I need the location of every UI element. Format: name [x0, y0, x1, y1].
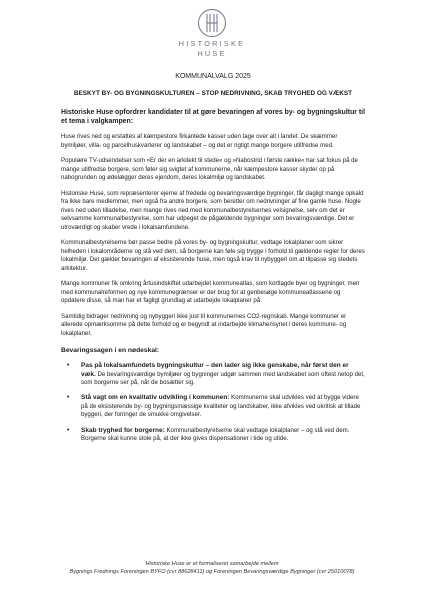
list-item: [61, 427, 365, 444]
footer-line1: Historiske Huse er et formaliseret samarbejde mellem: [145, 561, 279, 567]
logo-name-line1: HISTORISKE: [178, 39, 246, 48]
house-h-logo-icon: [197, 8, 227, 38]
bullet-icon: •: [67, 394, 70, 402]
bullet-bold-text: Stå vagt om en kvalitativ udvikling i kommunen:: [81, 394, 230, 402]
logo-name-line2: HUSE: [197, 49, 227, 58]
bullet-icon: •: [67, 426, 70, 434]
bullet-text: Kommunalbestyrelserne skal vedtage lokalplaner – og stå ved dem. Borgerne skal kunne stole på, at der ikke gives dispensationer i tide og utide.: [81, 426, 350, 443]
paragraph: Huse rives ned og erstattes af kæmpestore firkantede kasser uden tage over alt i landet. De skæmmer bymiljøer, villa- og parcelhuskvarterer og landskabet – og det er rigtigt mange borgere utilfredse med.: [61, 133, 338, 149]
bullet-text: De bevaringsværdige bymiljøer og bygninger udgør sammen med landskabet som oftest netop det, som borgerne ser på, når de bosætter sig.: [81, 370, 365, 386]
paragraph: Mange kommuner fik omkring årtusindskiftet udarbejdet kommuneatlas, som kortlagde byer og bygninger, men med kommunalreformen og nye kommunegrænser er der brug for at genbesøge kommuneatlassene og opdatere disse, så man har et fagligt grundlag at udarbejde lokalplaner på.: [61, 280, 360, 305]
historiske-huse-logo: [0, 8, 424, 58]
paragraph: Kommunalbestyrelserne bør passe bedre på vores by- og bygningskultur, vedtage lokalplaner som sikrer helheden i lokalområderne og stå ved dem, så borgerne kan føle sig trygge i forhold til gældende regler for deres lokalmiljø. Det gælder bevaringen af eksisterende huse, men også krav til nybyggeri om at tilpasse sig stedets arkitektur.: [61, 239, 365, 272]
list-item: [61, 394, 365, 419]
bullet-text: Kommunerne skal udvikles ved at bygge videre på de eksisterende by- og bygningsmæssige kvaliteter og landskaber, ikke afvikles ved ukritisk at tillade byggeri, der forringer de smukke omgivelser.: [81, 394, 361, 419]
bullet-icon: •: [67, 362, 70, 370]
list-item: [61, 362, 365, 387]
section-title: Bevaringssagen i en nødeskal:: [61, 347, 160, 355]
bullet-bold-text: Pas på lokalsamfundets bygningskultur – den lader sig ikke genskabe, når først den er væk.: [81, 362, 349, 378]
bullet-bold-text: Skab tryghed for borgerne:: [81, 426, 165, 434]
page-subheading: BESKYT BY- OG BYGNINGSKULTUREN – STOP NEDRIVNING, SKAB TRYGHED OG VÆKST: [73, 90, 353, 97]
page-heading: KOMMUNALVALG 2025: [175, 73, 251, 80]
bullet-list: [61, 362, 365, 443]
footer-line2: Bygnings Frednings Foreningen BYFO (cvr 88628411) og Foreningen Bevaringsværdige Bygninger (cvr 25010078): [69, 569, 355, 575]
intro-text: Historiske Huse opfordrer kandidater til at gøre bevaringen af vores by- og bygningskultur til et tema i valgkampen:: [61, 109, 366, 125]
main-content: [61, 72, 365, 450]
paragraph: Samtidig bidrager nedrivning og nybyggeri ikke just til kommunernes CO2-regnskab. Mange kommuner er allerede opmærksomme på dette forhold og er begyndt at indarbejde klimahensynet i deres kommune- og lokalplaner.: [61, 312, 347, 337]
paragraph: Historiske Huse, som repræsenterer ejerne af fredede og bevaringsværdige bygninger, får dagligt mange opkald fra ikke bare medlemmer, men også fra andre borgere, som beretter om nedrivninger af fine gamle huse. Nogle rives ned uden tilladelse, men mange rives ned med kommunalbestyrelsernes velsignelse, selv om det er selvsamme kommunalbestyrelse, som har udpeget de pågældende bygninger som bevaringsværdige. Det er utroværdigt og skaber vrede i lokalsamfundene.: [61, 189, 364, 231]
page-footer: [0, 560, 424, 576]
paragraph: Populære TV-udsendelser som »Er der en arkitekt til stede« og »Nabostrid i første række« har sat fokus på de mange utilfredse borgere, som føler sig svigtet af kommunerne, når kæmpestore kasser skyder op på nabogrunden og ødelægger deres ejendom, deres lokalmiljø og landskabet.: [61, 157, 358, 182]
